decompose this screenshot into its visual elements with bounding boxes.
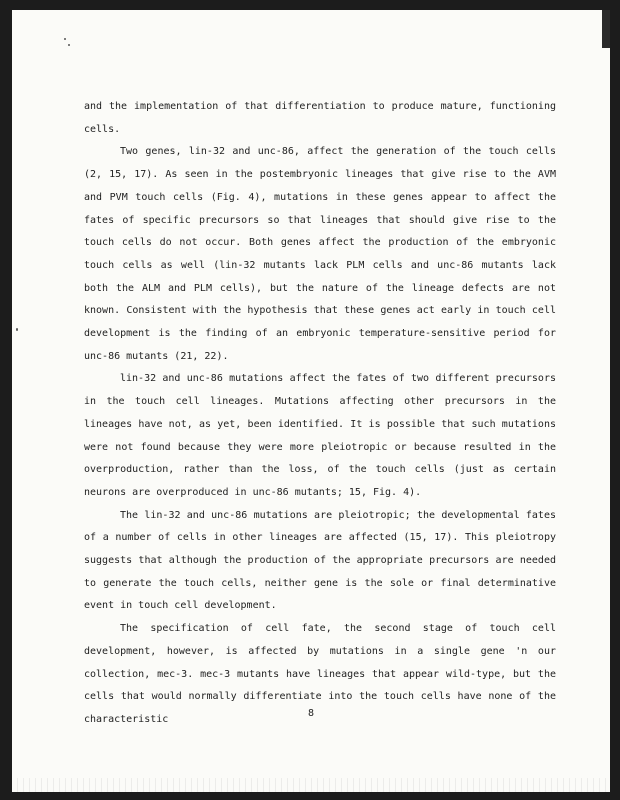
page-number: 8 [307,708,315,719]
speck [68,44,70,46]
paragraph: Two genes, lin-32 and unc-86, affect the generation of the touch cells (2, 15, 17). As seen in the postembryonic lineages that give rise to the AVM and PVM touch cells (Fig. 4), mutations in these genes appear to affect the fates of specific precursors so that lineages that should give rise to the touch cells do not occur. Both genes affect the production of the embryonic touch cells as well (lin-32 mutants lack PLM cells and unc-86 mutants lack both the ALM and PLM cells), but the nature of the lineage defects are not known. Consistent with the hypothesis that these genes act early in touch cell development is the finding of an embryonic temperature-sensitive period for unc-86 mutants (21, 22). [84,146,556,362]
body-text [84,96,556,732]
binder-clip [602,10,610,48]
paragraph: The specification of cell fate, the second stage of touch cell development, however, is affected by mutations in a single gene 'n our collection, mec-3. mec-3 mutants have lineages that appear wild-type, but the cells that would normally differentiate into the touch cells have none of the characteristic [84,623,556,725]
document-page [12,10,610,792]
paragraph: The lin-32 and unc-86 mutations are pleiotropic; the developmental fates of a number of cells in other lineages are affected (15, 17). This pleiotropy suggests that although the production of the appropriate precursors are needed to generate the touch cells, neither gene is the sole or final determinative event in touch cell development. [84,509,556,612]
speck [16,328,18,331]
paragraph: lin-32 and unc-86 mutations affect the fates of two different precursors in the touch cell lineages. Mutations affecting other precursors in the lineages have not, as yet, been identified. It is possible that such mutations were not found because they were more pleiotropic or because resulted in the overproduction, rather than the loss, of the touch cells (just as certain neurons are overproduced in unc-86 mutants; 15, Fig. 4). [84,373,556,498]
speck [64,38,66,40]
paragraph: and the implementation of that differentiation to produce mature, functioning cells. [84,101,556,135]
scan-noise [12,778,610,792]
